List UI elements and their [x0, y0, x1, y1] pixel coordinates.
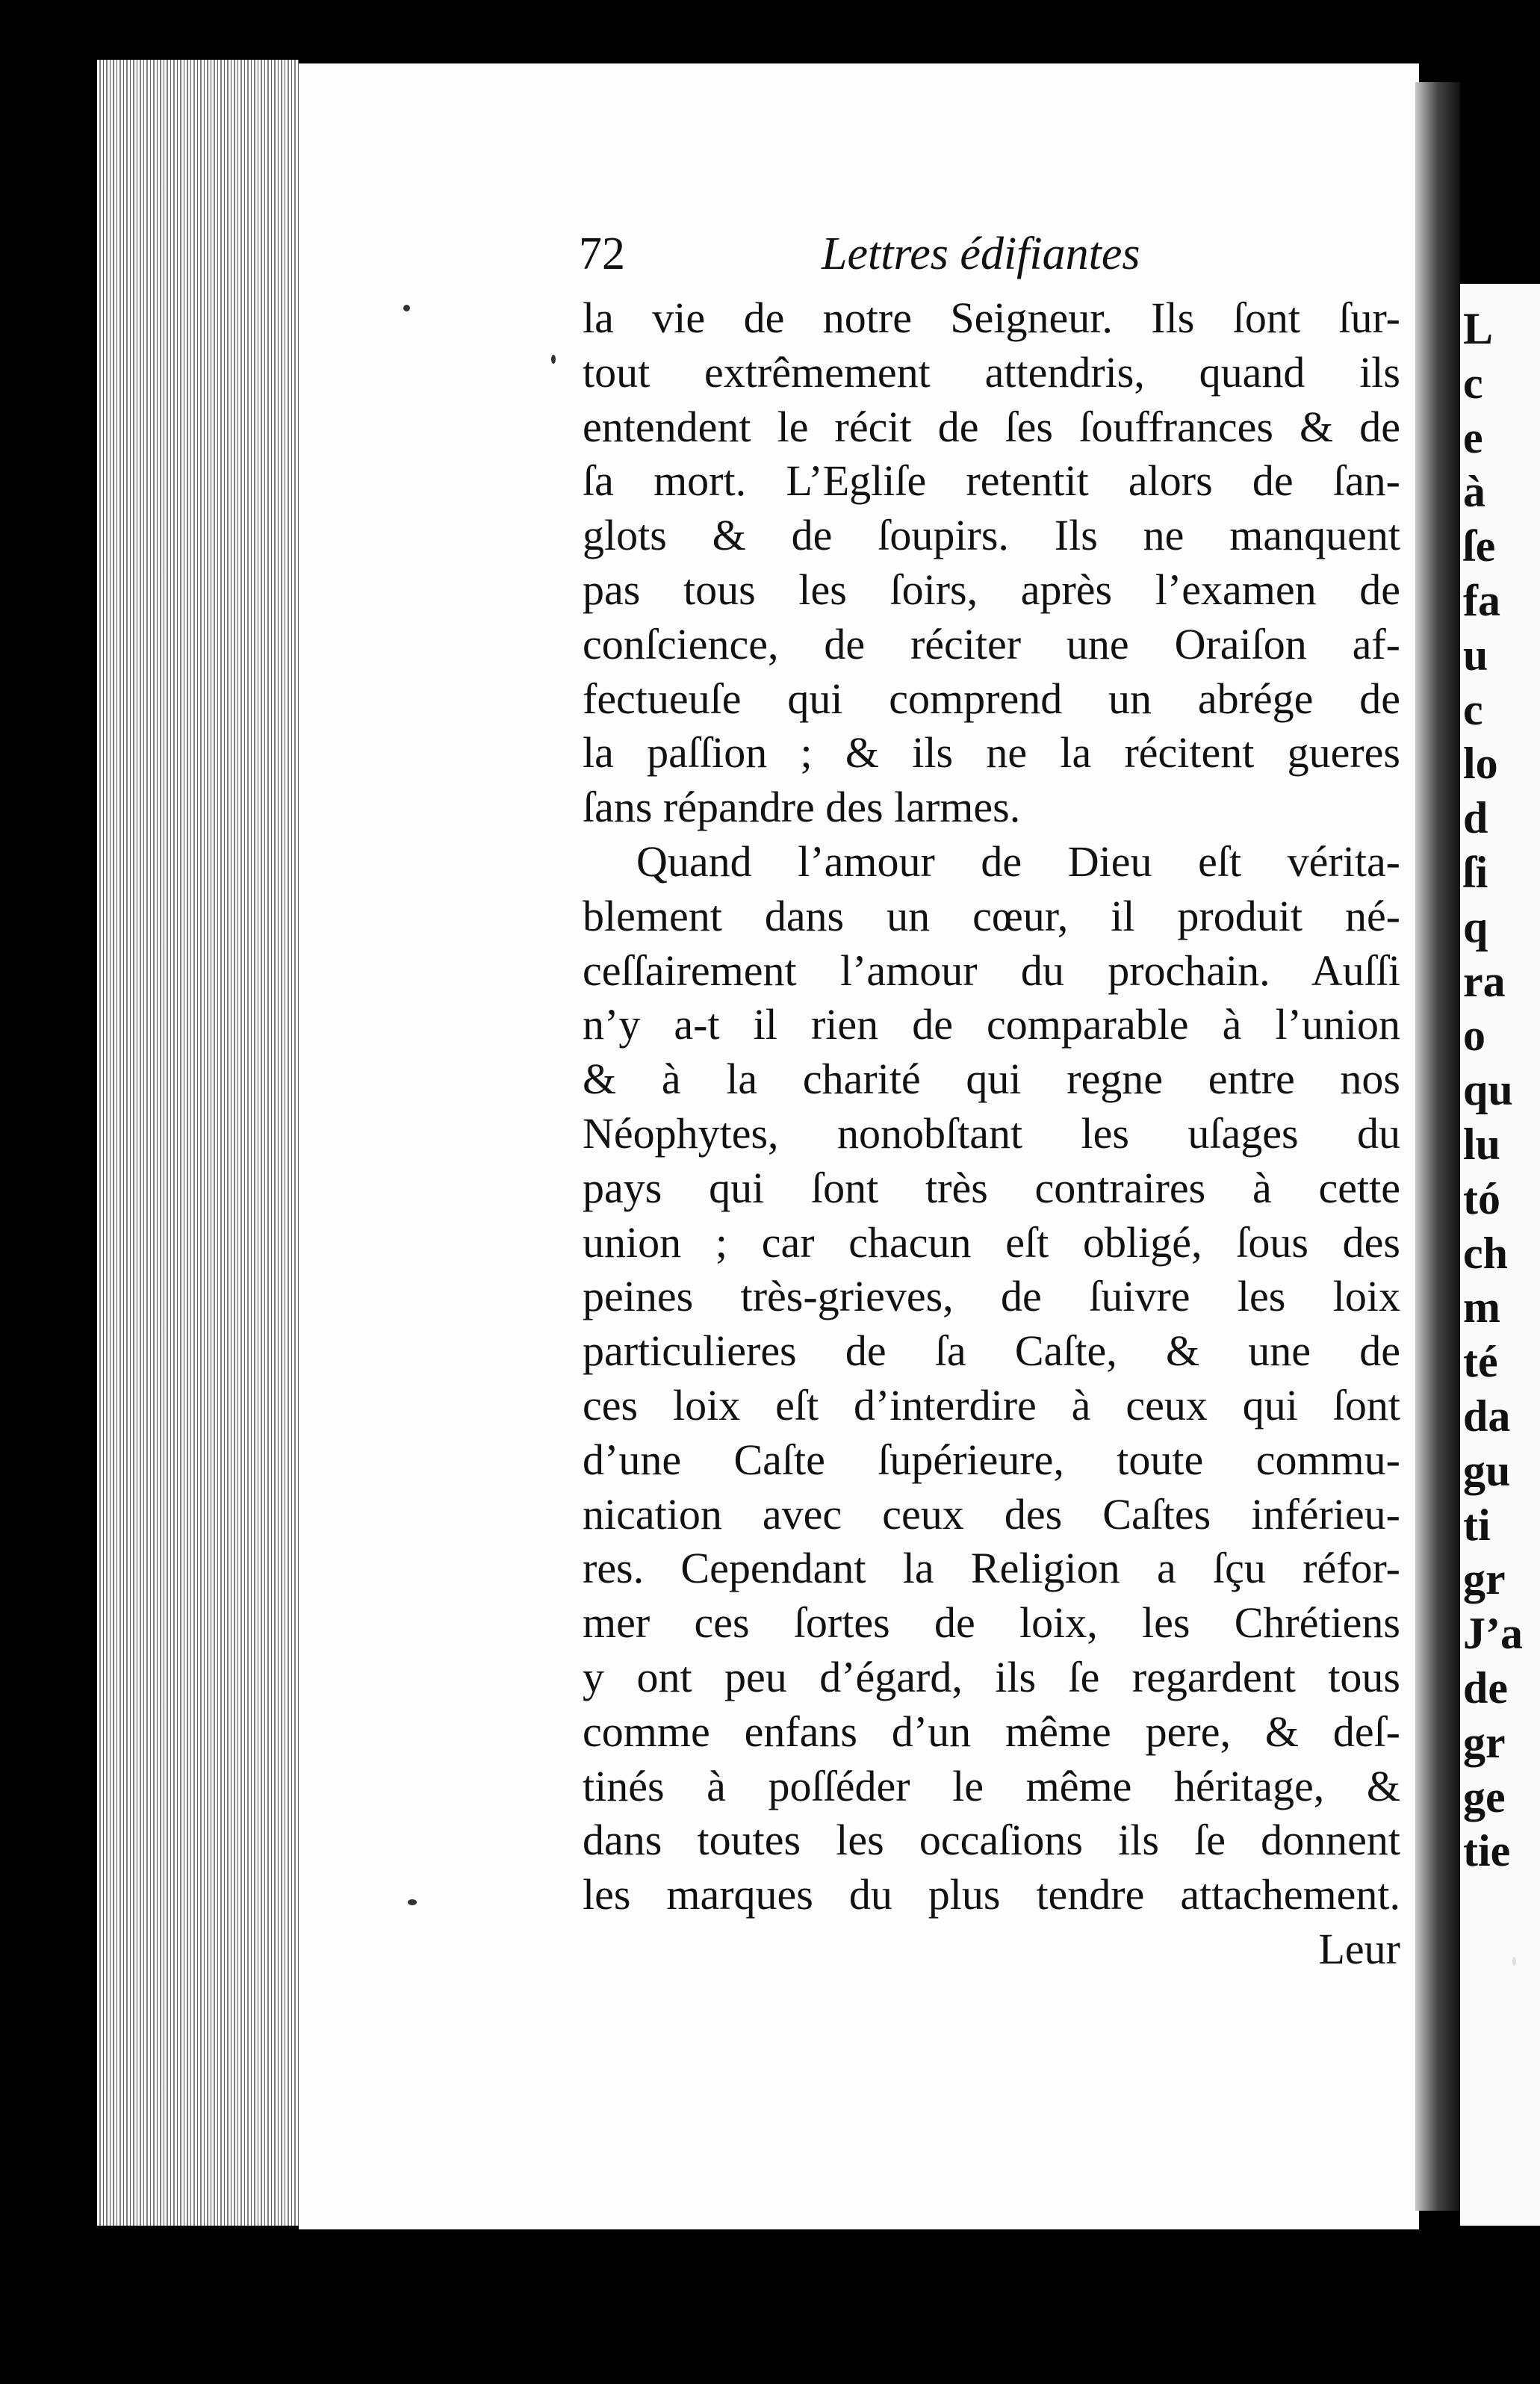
text-line: d’une Caſte ſupérieure, toute commu-	[583, 1435, 1400, 1484]
text-line: peines très-grieves, de ſuivre les loix	[583, 1272, 1400, 1321]
text-line: Quand l’amour de Dieu eſt vérita-	[636, 836, 1400, 886]
text-line: entendent le récit de ſes ſouffrances & de	[583, 402, 1400, 451]
facing-page	[1460, 284, 1540, 2226]
text-line: glots & de ſoupirs. Ils ne manquent	[583, 511, 1400, 560]
text-line: ſans répandre des larmes.	[583, 783, 1021, 832]
text-line: y ont peu d’égard, ils ſe regardent tous	[583, 1652, 1400, 1701]
facing-page-fragment: J’a	[1463, 1609, 1523, 1659]
ink-speck	[408, 1899, 417, 1905]
catchword: Leur	[1318, 1924, 1400, 1973]
facing-page-fragment: e	[1463, 412, 1483, 462]
facing-page-fragment: à	[1463, 467, 1485, 517]
text-line: tinés à poſſéder le même héritage, &	[583, 1761, 1400, 1810]
facing-page-fragment: qu	[1463, 1065, 1513, 1115]
facing-page-fragment: o	[1463, 1011, 1485, 1061]
text-line: Néophytes, nonobſtant les uſages du	[583, 1108, 1400, 1158]
facing-page-fragment: q	[1463, 901, 1488, 952]
text-line: blement dans un cœur, il produit né-	[583, 891, 1400, 940]
text-line: res. Cependant la Religion a ſçu réfor-	[583, 1544, 1400, 1593]
facing-page-fragment: d	[1463, 793, 1488, 843]
text-line: nication avec ceux des Caſtes inférieu-	[583, 1489, 1400, 1539]
facing-page-fragment: gr	[1463, 1717, 1506, 1767]
facing-page-fragment: fa	[1463, 576, 1500, 625]
text-line: mer ces ſortes de loix, les Chrétiens	[583, 1598, 1400, 1648]
text-line: ceſſairement l’amour du prochain. Auſſi	[583, 946, 1400, 995]
facing-page-fragment: m	[1463, 1282, 1500, 1332]
text-line: comme enfans d’un même pere, & deſ-	[583, 1707, 1400, 1756]
text-line: les marques du plus tendre attachement.	[583, 1870, 1400, 1919]
text-line: union ; car chacun eſt obligé, ſous des	[583, 1217, 1400, 1267]
facing-page-fragment: da	[1463, 1391, 1511, 1441]
text-line: conſcience, de réciter une Oraiſon af-	[583, 619, 1400, 668]
text-line: n’y a-t il rien de comparable à l’union	[583, 1000, 1400, 1049]
facing-page-fragment: gr	[1463, 1554, 1506, 1604]
page-edges	[97, 60, 299, 2226]
facing-page-fragment: L	[1463, 304, 1494, 353]
facing-page-fragment: u	[1463, 630, 1488, 680]
text-line: fectueuſe qui comprend un abrége de	[583, 674, 1400, 723]
text-line: pas tous les ſoirs, après l’examen de	[583, 565, 1400, 614]
text-line: tout extrêmement attendris, quand ils	[583, 347, 1400, 397]
text-line: ces loix eſt d’interdire à ceux qui ſont	[583, 1380, 1400, 1430]
ink-speck	[1512, 1957, 1516, 1966]
text-line: & à la charité qui regne entre nos	[583, 1055, 1400, 1104]
text-line: ſa mort. L’Egliſe retentit alors de ſan-	[583, 456, 1400, 506]
facing-page-fragment: ſi	[1463, 848, 1488, 897]
facing-page-fragment: ch	[1463, 1228, 1508, 1278]
page-number: 72	[579, 229, 625, 279]
text-line: pays qui ſont très contraires à cette	[583, 1163, 1400, 1212]
running-title: Lettres édifiantes	[822, 229, 1140, 279]
text-line: la vie de notre Seigneur. Ils ſont ſur-	[583, 294, 1400, 342]
facing-page-fragment: lu	[1463, 1120, 1501, 1169]
text-line: particulieres de ſa Caſte, & une de	[583, 1326, 1400, 1376]
facing-page-fragment: lo	[1463, 739, 1498, 789]
book-gutter	[1415, 82, 1460, 2211]
facing-page-fragment: té	[1463, 1337, 1498, 1387]
body-text	[583, 291, 1400, 1977]
text-line: dans toutes les occaſions ils ſe donnent	[583, 1816, 1400, 1865]
ink-speck	[551, 355, 556, 364]
text-line: la paſſion ; & ils ne la récitent gueres	[583, 728, 1400, 777]
facing-page-fragment: c	[1463, 358, 1483, 408]
facing-page-fragment: de	[1463, 1663, 1508, 1713]
facing-page-fragment: ge	[1463, 1772, 1506, 1822]
facing-page-fragment: gu	[1463, 1445, 1511, 1495]
facing-page-fragment: ſe	[1463, 521, 1496, 571]
ink-speck	[403, 305, 410, 311]
facing-page-fragment: c	[1463, 684, 1483, 734]
facing-page-fragment: tó	[1463, 1173, 1500, 1223]
facing-page-fragment: ra	[1463, 956, 1506, 1006]
facing-page-fragment: ti	[1463, 1500, 1491, 1550]
facing-page-fragment: tie	[1463, 1826, 1511, 1876]
